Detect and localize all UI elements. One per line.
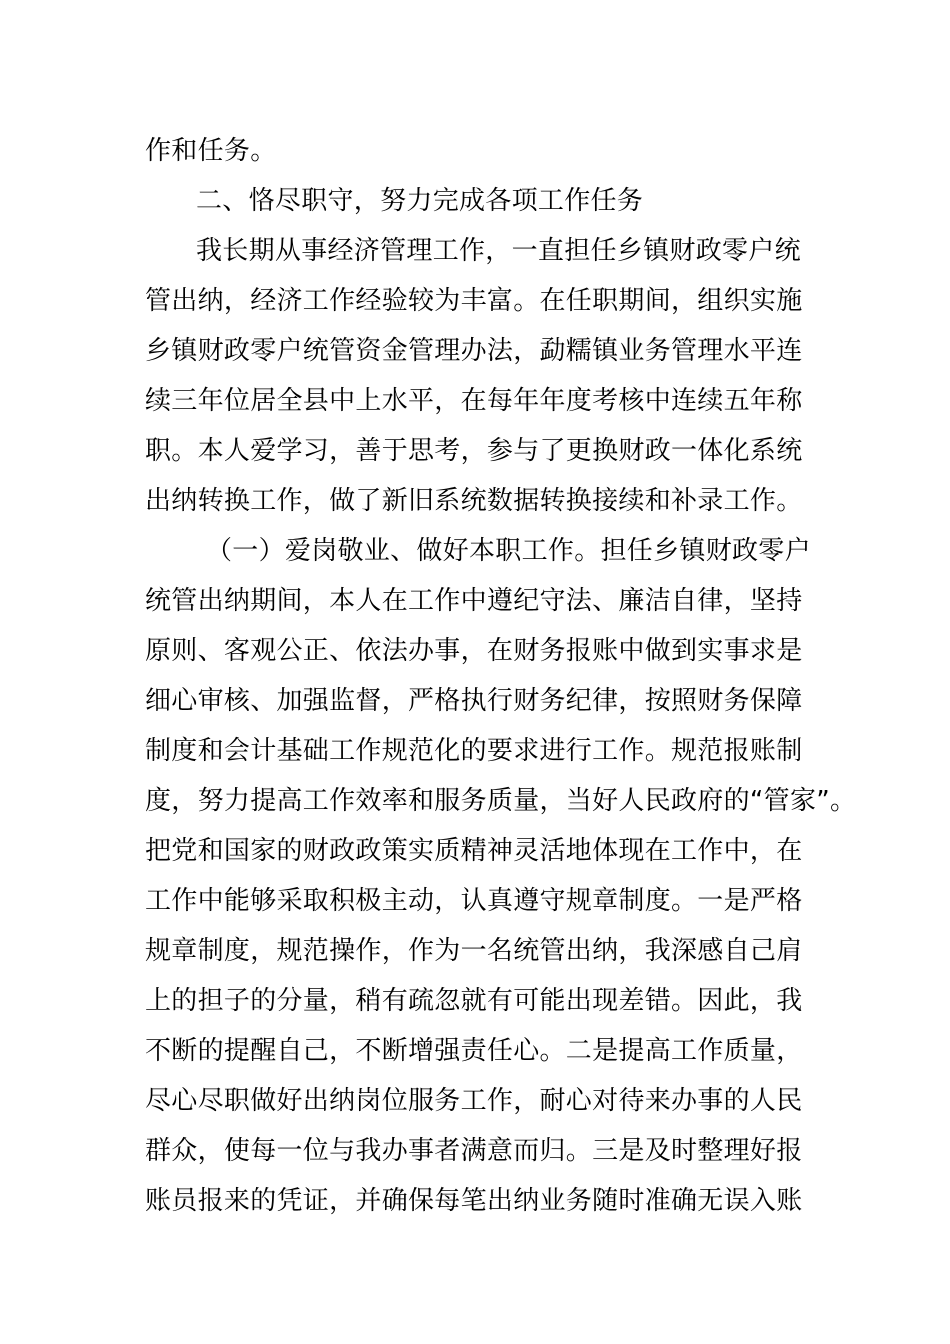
text-line-8: 出纳转换工作，做了新旧系统数据转换接续和补录工作。: [145, 486, 803, 516]
subsection-line: （一）爱岗敬业、做好本职工作。担任乡镇财政零户: [206, 536, 811, 566]
text-line-4: 管出纳，经济工作经验较为丰富。在任职期间，组织实施: [145, 286, 803, 316]
text-line-7: 职。本人爱学习，善于思考，参与了更换财政一体化系统: [145, 436, 803, 466]
text-line-12: 细心审核、加强监督，严格执行财务纪律，按照财务保障: [145, 686, 803, 716]
text-line-18: 上的担子的分量，稍有疏忽就有可能出现差错。因此，我: [145, 986, 803, 1016]
text-line-10: 统管出纳期间，本人在工作中遵纪守法、廉洁自律，坚持: [145, 586, 803, 616]
text-line-13: 制度和会计基础工作规范化的要求进行工作。规范报账制: [145, 736, 803, 766]
text-line-1: 作和任务。: [145, 136, 277, 166]
text-line-22: 账员报来的凭证，并确保每笔出纳业务随时准确无误入账: [145, 1186, 803, 1216]
text-line-5: 乡镇财政零户统管资金管理办法，勐糯镇业务管理水平连: [145, 336, 803, 366]
text-line-21: 群众，使每一位与我办事者满意而归。三是及时整理好报: [145, 1136, 803, 1166]
text-line-19: 不断的提醒自己，不断增强责任心。二是提高工作质量，: [145, 1036, 803, 1066]
section-heading: 二、恪尽职守，努力完成各项工作任务: [196, 186, 644, 216]
text-line-17: 规章制度，规范操作，作为一名统管出纳，我深感自己肩: [145, 936, 803, 966]
text-line-16: 工作中能够采取积极主动，认真遵守规章制度。一是严格: [145, 886, 803, 916]
text-line-14: 度，努力提高工作效率和服务质量，当好人民政府的“管家”。: [145, 786, 857, 816]
text-line-6: 续三年位居全县中上水平，在每年年度考核中连续五年称: [145, 386, 803, 416]
text-line-15: 把党和国家的财政政策实质精神灵活地体现在工作中，在: [145, 836, 803, 866]
text-line-11: 原则、客观公正、依法办事，在财务报账中做到实事求是: [145, 636, 803, 666]
text-line-3: 我长期从事经济管理工作，一直担任乡镇财政零户统: [196, 236, 801, 266]
text-line-20: 尽心尽职做好出纳岗位服务工作，耐心对待来办事的人民: [145, 1086, 803, 1116]
